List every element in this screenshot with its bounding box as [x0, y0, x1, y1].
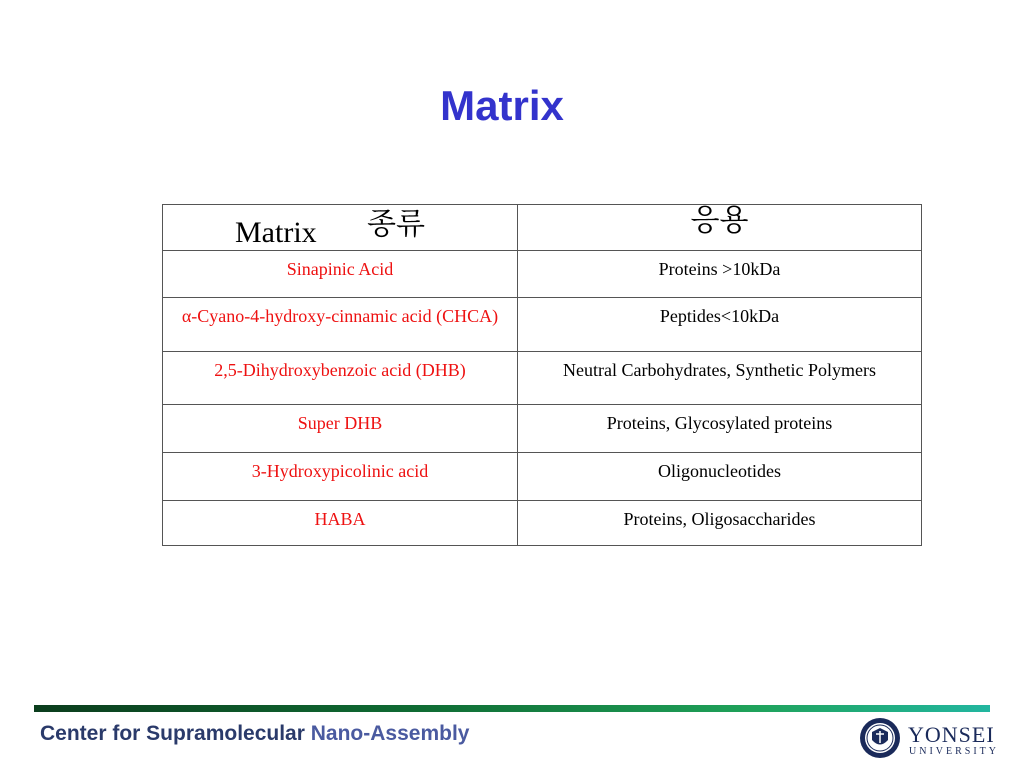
- footer-divider: [34, 705, 990, 712]
- logo-name: YONSEI: [908, 722, 995, 747]
- application-cell: Proteins, Glycosylated proteins: [518, 405, 922, 453]
- header-application: 응용: [518, 205, 922, 251]
- header-matrix-type: [163, 205, 518, 251]
- matrix-table: [162, 204, 922, 546]
- logo-subtitle: UNIVERSITY: [909, 746, 999, 757]
- matrix-name-cell: 3-Hydroxypicolinic acid: [163, 453, 518, 501]
- application-cell: Oligonucleotides: [518, 453, 922, 501]
- header-matrix-word: Matrix: [235, 216, 317, 249]
- application-cell: Proteins, Oligosaccharides: [518, 501, 922, 546]
- table-row: [163, 501, 922, 546]
- application-cell: Neutral Carbohydrates, Synthetic Polymers: [518, 352, 922, 405]
- application-cell: Proteins >10kDa: [518, 251, 922, 298]
- table-row: [163, 352, 922, 405]
- university-seal-icon: [858, 716, 902, 760]
- header-kind-word: 종류: [367, 208, 425, 241]
- table-row: [163, 298, 922, 352]
- footer-org-nano: Nano-Assembly: [310, 722, 470, 745]
- matrix-name-cell: Super DHB: [163, 405, 518, 453]
- matrix-name-cell: Sinapinic Acid: [163, 251, 518, 298]
- footer-org-main: Center for Supramolecular: [40, 722, 305, 745]
- table-row: [163, 405, 922, 453]
- matrix-name-cell: 2,5-Dihydroxybenzoic acid (DHB): [163, 352, 518, 405]
- table-row: [163, 453, 922, 501]
- matrix-name-cell: HABA: [163, 501, 518, 546]
- table-header-row: [163, 205, 922, 251]
- application-cell: Peptides<10kDa: [518, 298, 922, 352]
- yonsei-logo: [858, 716, 998, 762]
- table-row: [163, 251, 922, 298]
- slide-title: Matrix: [440, 82, 564, 129]
- matrix-name-cell: α-Cyano-4-hydroxy-cinnamic acid (CHCA): [163, 298, 518, 352]
- footer-organization: [40, 722, 469, 746]
